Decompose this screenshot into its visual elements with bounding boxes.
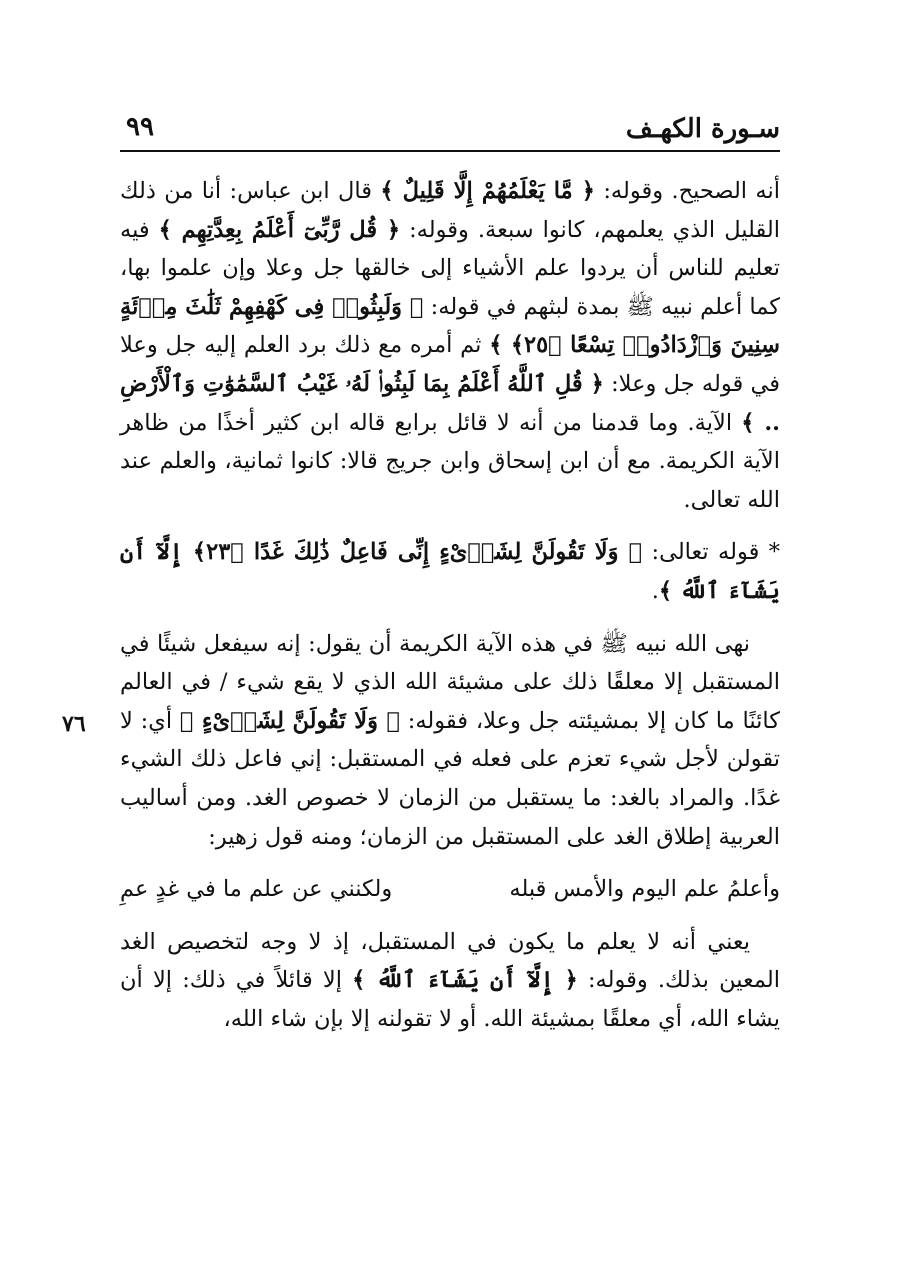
text-segment: * قوله تعالى: <box>642 539 781 566</box>
text-segment: أي: لا تقولن لأجل شيء تعزم على فعله في المستقبل: إني فاعل ذلك الشيء غدًا. والمراد بالغد: ما يستقبل من الزمان لا خصوص الغد. ومن أساليب العربية إطلاق الغد على المستقبل من الزمان؛ ومنه قول زهير: <box>120 707 780 850</box>
text-segment: ثم أمره مع ذلك برد العلم إليه جل وعلا في قوله جل وعلا: <box>120 332 780 397</box>
text-segment: إلا قائلاً في ذلك: إلا أن يشاء الله، أي معلقًا بمشيئة الله. أو لا تقولنه إلا بإن شاء الله، <box>120 967 780 1032</box>
text-segment: يعني أنه لا يعلم ما يكون في المستقبل، إذ لا وجه لتخصيص الغد المعين بذلك. وقوله: <box>120 928 780 994</box>
text-segment: فيه تعليم للناس أن يردوا علم الأشياء إلى خالقها جل وعلا وإن علموا بها، كما أعلم نبيه ﷺ بمدة لبثهم في قوله: <box>120 216 781 320</box>
quran-quote: ﴿ وَلَبِثُوا۟ فِى كَهْفِهِمْ ثَلَٰثَ مِا۟ئَةٍ سِنِينَ وَٱزْدَادُوا۟ تِسْعًا ﴿٢٥﴾ ﴾ <box>120 293 781 359</box>
quran-quote: ﴿ مَّا يَعْلَمُهُمْ إِلَّا قَلِيلٌ ﴾ <box>380 178 595 204</box>
text-segment: نهى الله نبيه ﷺ في هذه الآية الكريمة أن يقول: إنه سيفعل شيئًا في المستقبل إلا معلقًا ذلك على مشيئة الله الذي لا يقع شيء / في العالم كائنًا ما كان إلا بمشيئته جل وعلا، فقوله: <box>120 630 780 734</box>
paragraph-2 <box>120 625 780 857</box>
text-segment: قال ابن عباس: أنا من ذلك القليل الذي يعلمهم، كانوا سبعة. وقوله: <box>120 178 780 243</box>
text-segment: أنه الصحيح. وقوله: <box>594 178 781 204</box>
spacer <box>120 519 780 533</box>
text-segment: الآية. وما قدمنا من أنه لا قائل برابع قاله ابن كثير أخذًا من ظاهر الآية الكريمة. مع أن ابن إسحاق وابن جريج قالا: كانوا ثمانية، والعلم عند الله تعالى. <box>120 409 780 513</box>
poetry-verse <box>120 870 780 909</box>
quran-quote: ﴿ قُل رَّبِّىٓ أَعْلَمُ بِعِدَّتِهِم ﴾ <box>158 216 401 243</box>
spacer <box>120 856 780 870</box>
spacer <box>120 909 780 923</box>
page-header <box>120 112 780 148</box>
page-number: ٩٩ <box>126 112 154 142</box>
quran-quote: ﴿ إِلَّآ أَن يَشَآءَ ٱللَّهُ ﴾ <box>352 967 578 994</box>
quran-quote: ﴿ وَلَا تَقُولَنَّ لِشَا۟ىْءٍ ﴾ <box>179 707 400 734</box>
quran-quote: ﴿ قُلِ ٱللَّهُ أَعْلَمُ بِمَا لَبِثُوا۟ لَهُۥ غَيْبُ ٱلسَّمَٰوَٰتِ وَٱلْأَرْضِ .. ﴾ <box>120 370 781 436</box>
paragraph-1 <box>120 172 780 519</box>
poetry-first-hemistich: وأعلمُ علم اليوم والأمس قبله <box>509 876 780 903</box>
header-rule <box>120 150 780 152</box>
margin-page-reference: ٧٦ <box>62 711 86 737</box>
verse-heading <box>120 533 780 610</box>
poetry-second-hemistich: ولكنني عن علم ما في غدٍ عمِ <box>120 876 393 903</box>
running-title: سـورة الكهـف <box>625 114 780 144</box>
paragraph-3 <box>120 923 780 1039</box>
spacer <box>120 611 780 625</box>
text-segment: . <box>651 577 659 604</box>
quran-quote: ﴿ وَلَا تَقُولَنَّ لِشَا۟ىْءٍ إِنِّى فَاعِلٌ ذَٰلِكَ غَدًا ﴿٢٣﴾ إِلَّآ أَن يَشَآءَ ٱللَّهُ ﴾ <box>120 539 780 604</box>
body-text <box>120 172 780 1038</box>
